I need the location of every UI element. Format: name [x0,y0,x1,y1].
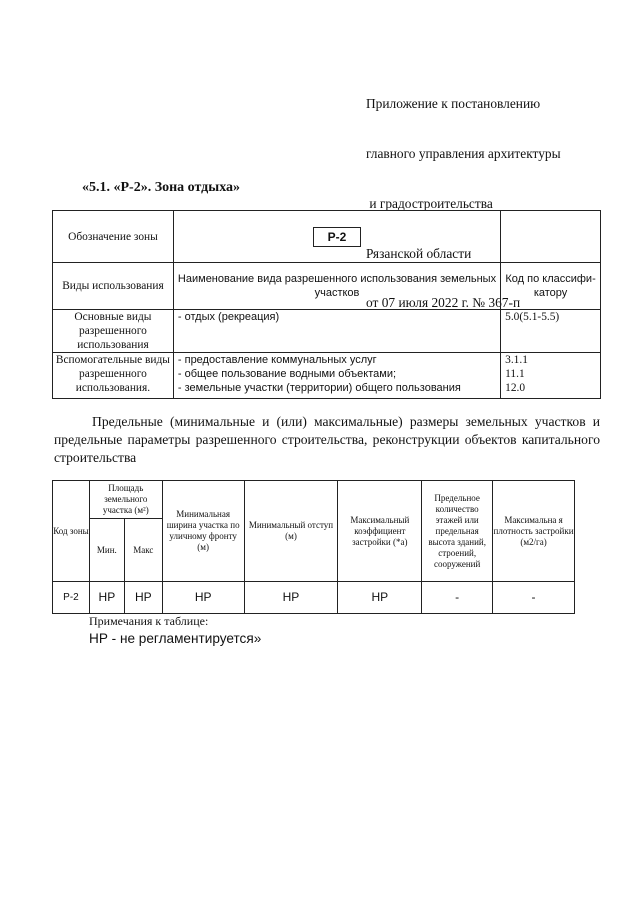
zone-uses-table [52,210,601,399]
header-line: Рязанской области [366,245,472,261]
use-code: 12.0 [505,382,526,394]
use-name: - общее пользование водными объектами; [177,368,397,380]
cell-max: НР [124,582,162,614]
h-max: Макс [124,519,162,582]
cell-width: НР [162,582,244,614]
notes-text: НР - не регламентируется» [89,631,262,646]
use-code: 3.1.1 [505,354,528,366]
use-code: 11.1 [505,368,525,380]
h-density: Максимальна я плотность застройки (м2/га) [493,481,575,582]
row-codes [501,310,601,353]
h-coef: Максимальный коэффициент застройки (*а) [338,481,422,582]
h-code: Код зоны [53,481,90,582]
cell-min: НР [89,582,124,614]
section-title: «5.1. «Р-2». Зона отдыха» [82,180,241,195]
use-code: 5.0(5.1-5.5) [505,311,560,323]
use-name: - предоставление коммунальных услуг [177,354,377,366]
parameters-paragraph: Предельные (минимальные и (или) максимальные) размеры земельных участков и предельные параметры разрешенного строительства, реконструкции объектов капитального строительства [54,414,600,465]
zone-code-cell [173,211,500,263]
header-line: и градостроительства [366,195,493,211]
header-line: Приложение к постановлению [366,96,541,112]
col-kinds-header: Виды использования [53,263,174,310]
use-name: - земельные участки (территории) общего пользования [177,382,461,394]
parameters-table [52,480,575,614]
header-line: главного управления архитектуры [366,145,561,161]
h-setback: Минимальный отступ (м) [244,481,338,582]
cell-density: - [493,582,575,614]
row-codes [501,353,601,399]
row-kind: Вспомогательные виды разрешенного использования. [53,353,174,399]
zone-code-box: Р-2 [313,227,362,247]
row-names [173,353,500,399]
col-name-header: Наименование вида разрешенного использования земельных участков [173,263,500,310]
header-line: от 07 июля 2022 г. № 367-п [366,295,521,311]
cell-floors: - [422,582,493,614]
h-floors: Предельное количество этажей или предельная высота зданий, строений, сооружений [422,481,493,582]
h-min: Мин. [89,519,124,582]
use-name: - отдых (рекреация) [177,311,280,323]
row-kind: Основные виды разрешенного использования [53,310,174,353]
col-code-header: Код по классифи-катору [501,263,601,310]
h-width: Минимальная ширина участка по уличному фронту (м) [162,481,244,582]
cell-code: Р-2 [53,582,90,614]
row-names [173,310,500,353]
empty-cell [501,211,601,263]
cell-setback: НР [244,582,338,614]
zone-label-cell: Обозначение зоны [53,211,174,263]
cell-coef: НР [338,582,422,614]
notes-label: Примечания к таблице: [89,614,209,628]
h-area: Площадь земельного участка (м²) [89,481,162,519]
